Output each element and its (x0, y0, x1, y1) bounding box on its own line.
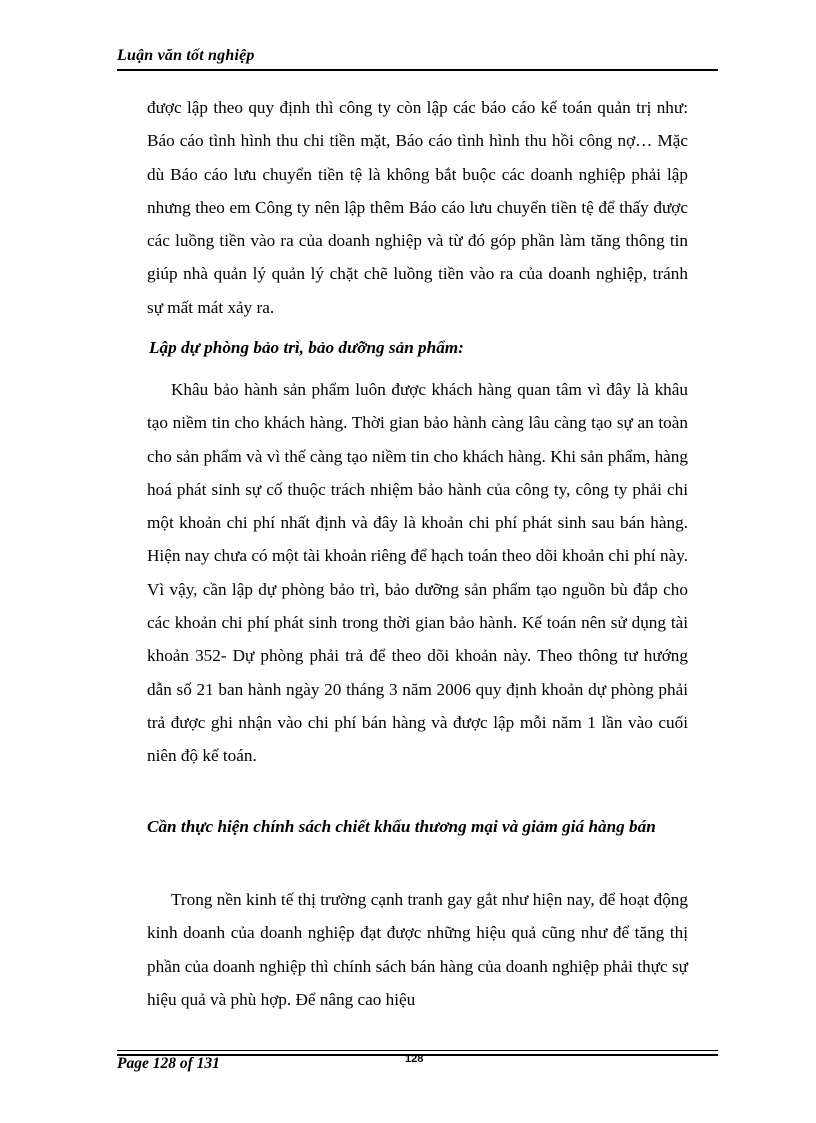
body-paragraph-1 (147, 91, 688, 324)
section-heading-1: Lập dự phòng bảo trì, bảo dưỡng sản phẩm: (149, 338, 464, 357)
footer-divider-thin (117, 1050, 718, 1051)
footer-page-label: Page 128 of 131 (117, 1055, 220, 1072)
paragraph-text: Trong nền kinh tế thị trường cạnh tranh gay gắt như hiện nay, để hoạt động kinh doanh của doanh nghiệp đạt được những hiệu quả cũng như để tăng thị phần của doanh nghiệp thì chính sách bán hàng của doanh nghiệp phải thực sự hiệu quả và phù hợp. Để nâng cao hiệu (147, 890, 688, 1009)
paragraph-text: Khâu bảo hành sản phẩm luôn được khách hàng quan tâm vì đây là khâu tạo niềm tin cho khách hàng. Thời gian bảo hành càng lâu càng tạo sự an toàn cho sản phẩm và vì thế càng tạo niềm tin cho khách hàng. Khi sản phẩm, hàng hoá phát sinh sự cố thuộc trách nhiệm bảo hành của công ty, công ty phải chi một khoản chi phí nhất định và đây là khoản chi phí phát sinh sau bán hàng. Hiện nay chưa có một tài khoản riêng để hạch toán theo dõi khoản chi phí này. Vì vậy, cần lập dự phòng bảo trì, bảo dưỡng sản phẩm tạo nguồn bù đắp cho các khoản chi phí phát sinh trong thời gian bảo hành. Kế toán nên sử dụng tài khoản 352- Dự phòng phải trả để theo dõi khoản này. Theo thông tư hướng dẫn số 21 ban hành ngày 20 tháng 3 năm 2006 quy định khoản dự phòng phải trả được ghi nhận vào chi phí bán hàng và được lập mỗi năm 1 lần vào cuối niên độ kế toán. (147, 380, 688, 766)
footer-page-number: 128 (405, 1053, 424, 1065)
header-divider (117, 69, 718, 71)
paragraph-text: được lập theo quy định thì công ty còn lập các báo cáo kế toán quản trị như: Báo cáo tình hình thu chi tiền mặt, Báo cáo tình hình thu hồi công nợ… Mặc dù Báo cáo lưu chuyển tiền tệ là không bắt buộc các doanh nghiệp phải lập nhưng theo em Công ty nên lập thêm Báo cáo lưu chuyển tiền tệ để thấy được các luồng tiền vào ra của doanh nghiệp và từ đó góp phần làm tăng thông tin giúp nhà quản lý quản lý chặt chẽ luồng tiền vào ra của doanh nghiệp, tránh sự mất mát xảy ra. (147, 98, 688, 317)
running-header-title: Luận văn tốt nghiệp (117, 47, 255, 64)
section-heading-2: Cần thực hiện chính sách chiết khấu thương mại và giảm giá hàng bán (147, 817, 656, 836)
body-paragraph-3 (147, 883, 688, 1016)
body-paragraph-2 (147, 373, 688, 773)
